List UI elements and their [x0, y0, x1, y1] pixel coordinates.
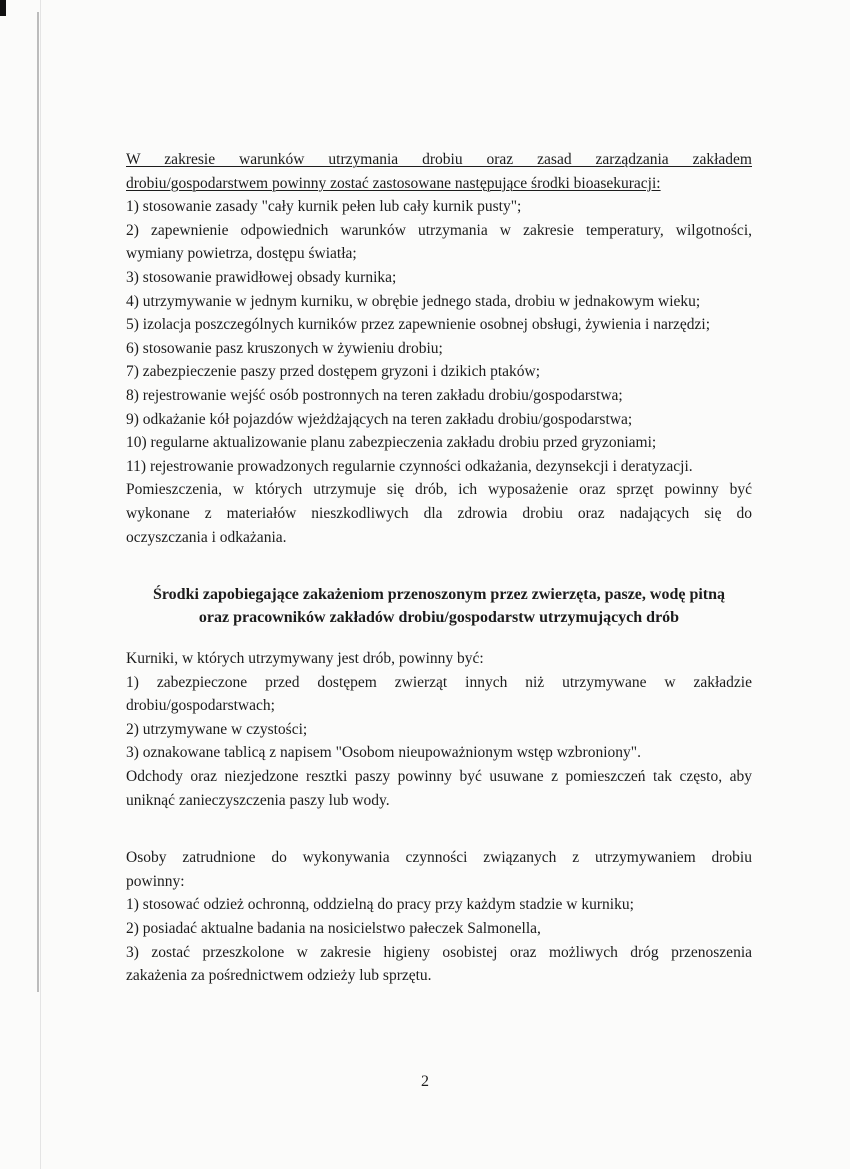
- document-body: [126, 148, 752, 988]
- page-number: 2: [421, 1073, 429, 1090]
- list-item: 2) posiadać aktualne badania na nosicielstwo pałeczek Salmonella,: [126, 920, 541, 938]
- section-intro-line: Kurniki, w których utrzymywany jest drób, powinny być:: [126, 650, 484, 668]
- list-item: 3) oznakowane tablicą z napisem "Osobom nieupoważnionym wstęp wzbroniony".: [126, 744, 641, 762]
- list-item: 8) rejestrowanie wejść osób postronnych na teren zakładu drobiu/gospodarstwa;: [126, 386, 623, 404]
- list-item: 10) regularne aktualizowanie planu zabezpieczenia zakładu drobiu przed gryzoniami;: [126, 434, 657, 452]
- section-heading-line: oraz pracowników zakładów drobiu/gospodarstw utrzymujących drób: [198, 609, 680, 627]
- list-item: 4) utrzymywanie w jednym kurniku, w obrębie jednego stada, drobiu w jednakowym wieku;: [126, 292, 701, 310]
- closing-line: Odchody oraz niezjedzone resztki paszy powinny być usuwane z pomieszczeń tak często, aby: [126, 768, 752, 786]
- list-item: 3) stosowanie prawidłowej obsady kurnika;: [126, 268, 397, 286]
- list-item: 6) stosowanie pasz kruszonych w żywieniu drobiu;: [126, 339, 443, 357]
- scan-corner-mark: [0, 0, 6, 16]
- section-intro-line: Osoby zatrudnione do wykonywania czynności związanych z utrzymywaniem drobiu: [126, 849, 752, 867]
- closing-line: oczyszczania i odkażania.: [126, 528, 287, 546]
- scan-margin: [0, 0, 41, 1169]
- list-item: 5) izolacja poszczególnych kurników przez zapewnienie osobnej obsługi, żywienia i narzędzi;: [126, 316, 711, 334]
- closing-line: uniknąć zanieczyszczenia paszy lub wody.: [126, 791, 390, 809]
- list-item: zakażenia za pośrednictwem odzieży lub sprzętu.: [126, 967, 432, 985]
- list-item: 9) odkażanie kół pojazdów wjeżdżających na teren zakładu drobiu/gospodarstwa;: [126, 410, 633, 428]
- list-item: 3) zostać przeszkolone w zakresie higieny osobistej oraz możliwych dróg przenoszenia: [126, 943, 752, 961]
- scan-binding-line: [37, 12, 39, 992]
- section-intro-line: W zakresie warunków utrzymania drobiu oraz zasad zarządzania zakładem: [126, 151, 752, 168]
- list-item: 2) utrzymywane w czystości;: [126, 720, 308, 738]
- list-item: 1) zabezpieczone przed dostępem zwierząt innych niż utrzymywane w zakładzie: [126, 673, 752, 691]
- list-item: 1) stosować odzież ochronną, oddzielną do pracy przy każdym stadzie w kurniku;: [126, 896, 634, 914]
- section-intro-line: powinny:: [126, 872, 185, 890]
- list-item: wymiany powietrza, dostępu światła;: [126, 245, 357, 263]
- section-heading: [126, 583, 752, 629]
- list-item: 7) zabezpieczenie paszy przed dostępem gryzoni i dzikich ptaków;: [126, 363, 541, 381]
- section-heading-line: Środki zapobiegające zakażeniom przenoszonym przez zwierzęta, pasze, wodę pitną: [152, 586, 726, 604]
- section-intro-line: drobiu/gospodarstwem powinny zostać zastosowane następujące środki bioasekuracji:: [126, 174, 661, 192]
- closing-line: wykonane z materiałów nieszkodliwych dla zdrowia drobiu oraz nadających się do: [126, 504, 752, 522]
- list-item: 1) stosowanie zasady "cały kurnik pełen lub cały kurnik pusty";: [126, 198, 522, 216]
- list-item: drobiu/gospodarstwach;: [126, 697, 275, 715]
- list-item: 11) rejestrowanie prowadzonych regularnie czynności odkażania, dezynsekcji i deratyzacji.: [126, 457, 693, 475]
- list-item: 2) zapewnienie odpowiednich warunków utrzymania w zakresie temperatury, wilgotności,: [126, 221, 752, 239]
- staff-requirements-section: [126, 846, 752, 988]
- infection-prevention-section: [126, 583, 752, 812]
- bioasecurity-section: [126, 148, 752, 549]
- closing-line: Pomieszczenia, w których utrzymuje się drób, ich wyposażenie oraz sprzęt powinny być: [126, 481, 752, 499]
